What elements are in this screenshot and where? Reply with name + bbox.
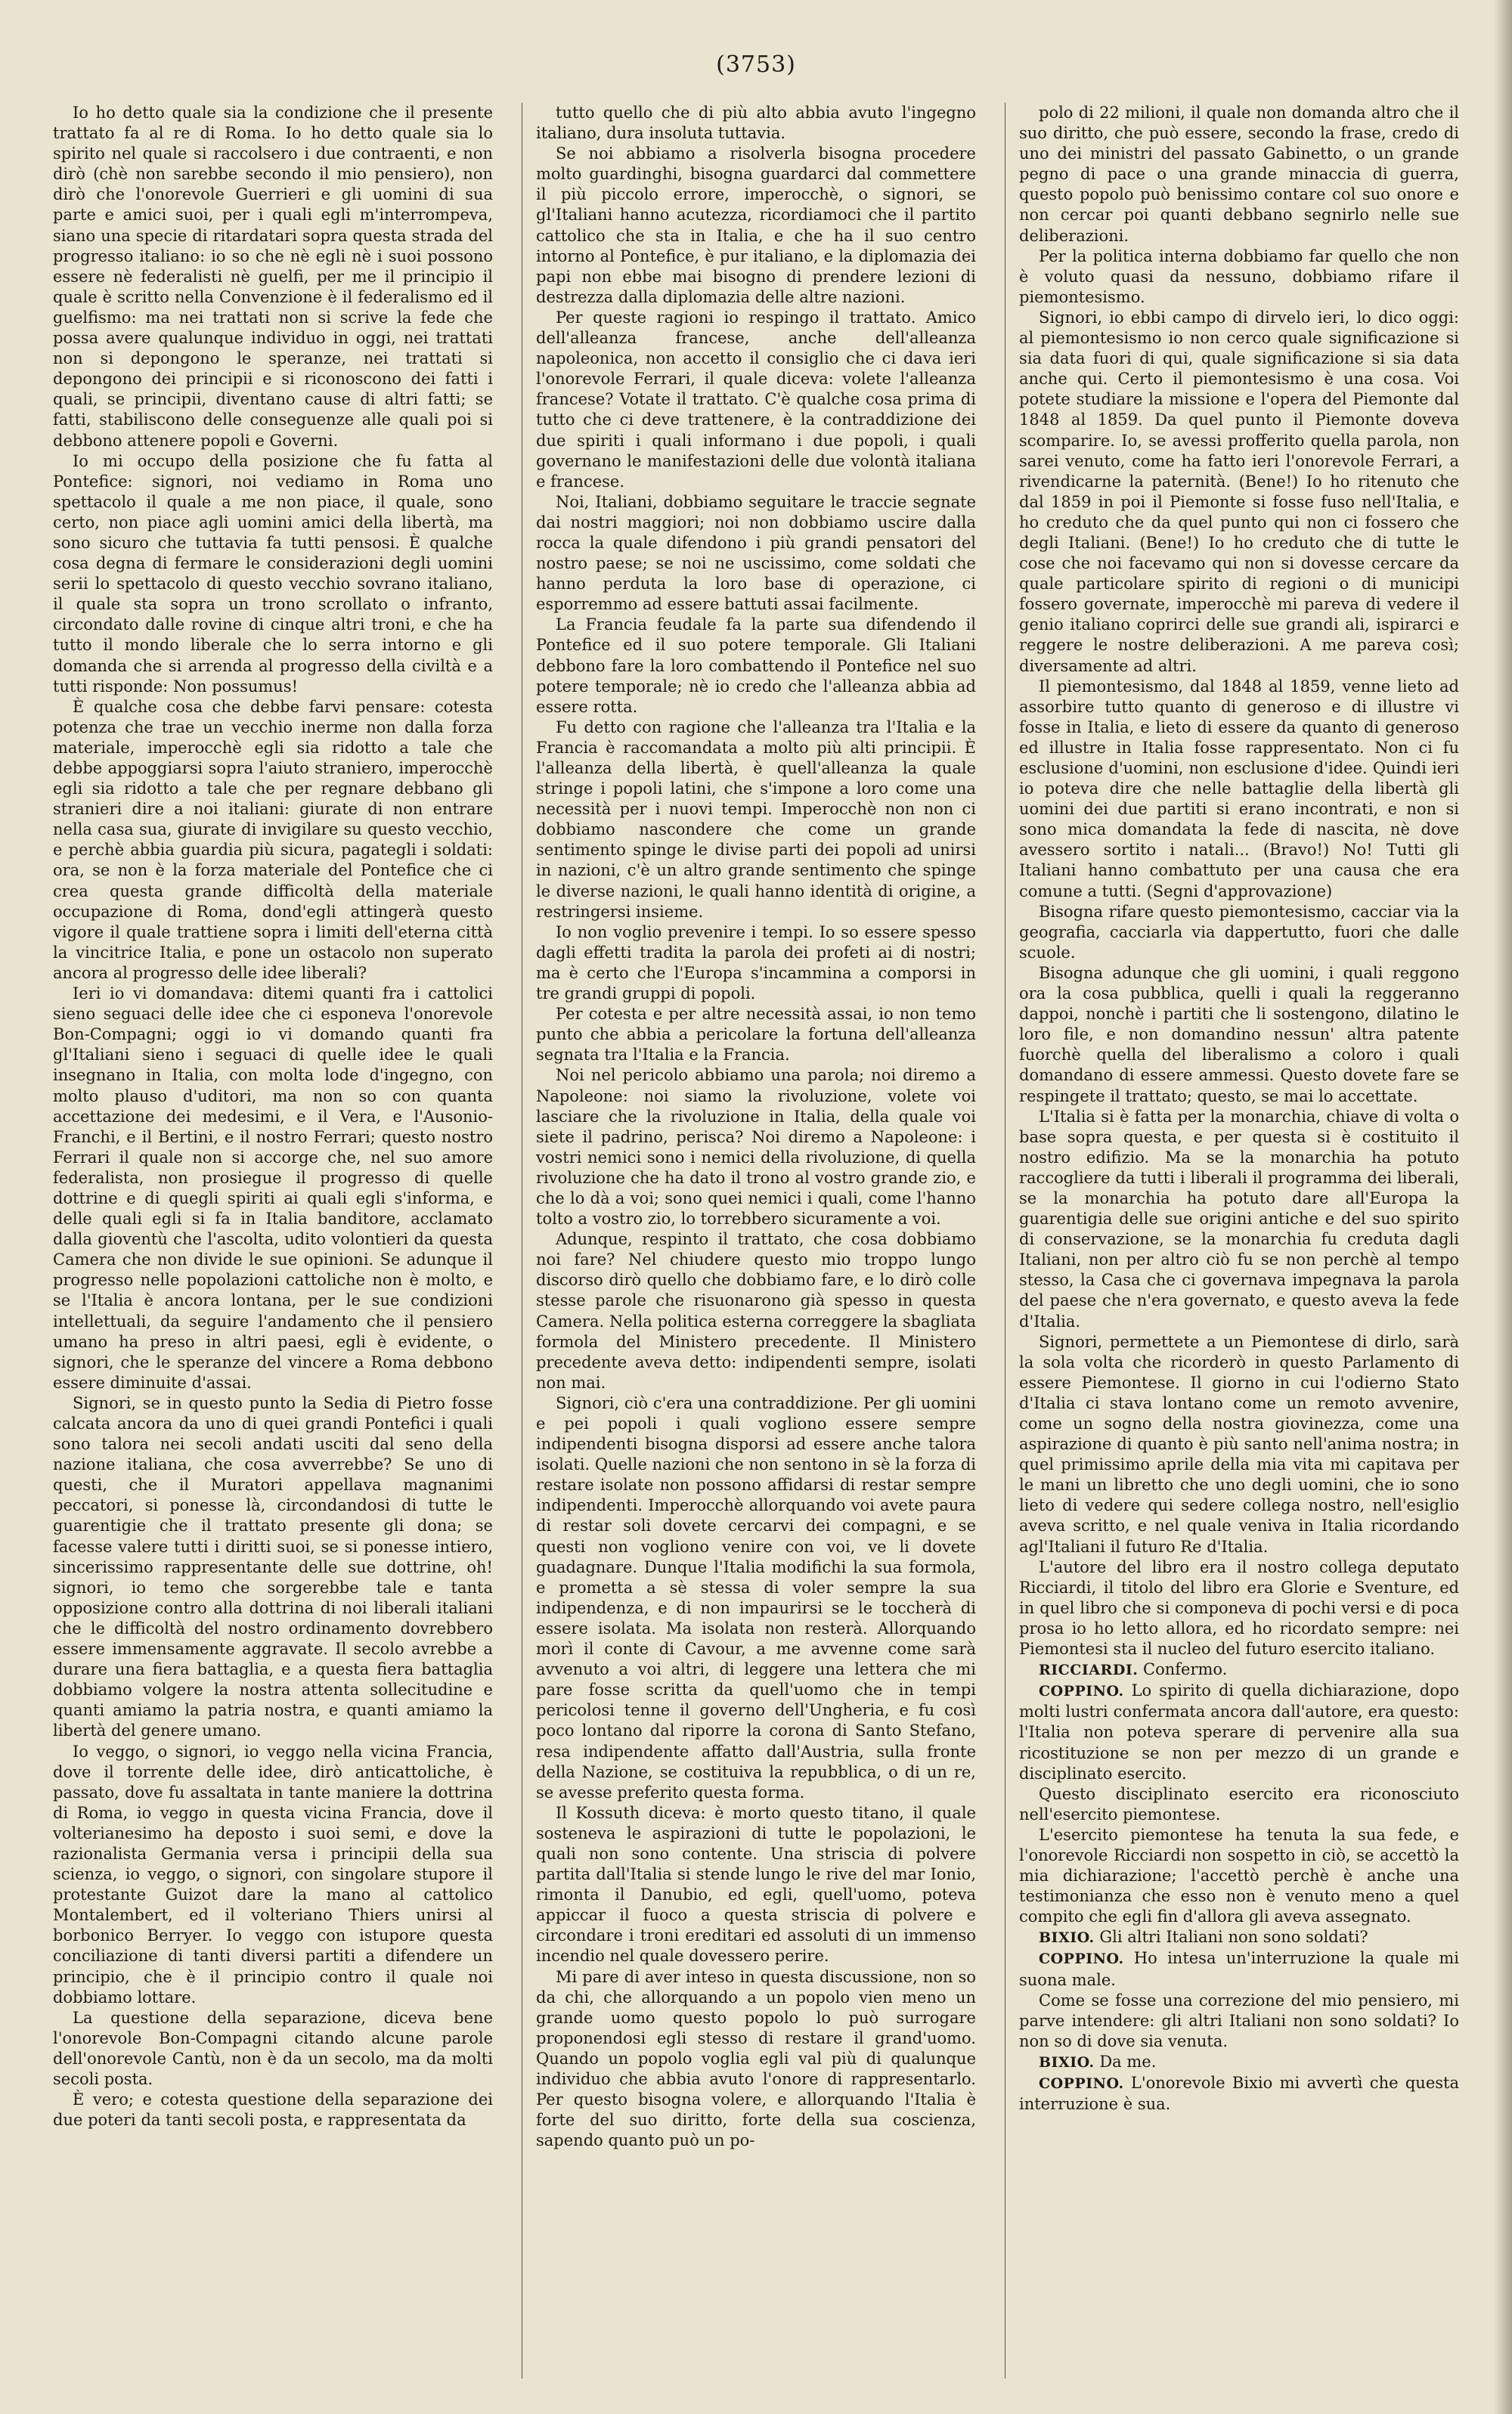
paragraph: Noi, Italiani, dobbiamo seguitare le traccie segnate dai nostri maggiori; noi non dobbiamo uscire dalla rocca la quale difendono i più grandi pensatori del nostro paese; se noi ne uscissimo, come soldati che hanno perduta la loro base di operazione, ci esporremmo ad essere battuti assai facilmente. <box>536 492 976 614</box>
paragraph: Io ho detto quale sia la condizione che il presente trattato fa al re di Roma. Io ho detto quale sia lo spirito nel quale si raccolsero i due contraenti, e non dirò (chè non sarebbe secondo il mio pensiero), non dirò che l'onorevole Guerrieri e gli uomini di sua parte e amici suoi, per i quali egli m'interrompeva, siano una specie di ritardatari sopra questa strada del progresso italiano: io so che nè egli nè i suoi possono essere nè federalisti nè guelfi, per me il principio il quale è scritto nella Convenzione è il federalismo ed il guelfismo: ma nei trattati non si scrive la fede che possa avere qualunque individuo in oggi, nei trattati non si depongono le speranze, nei trattati si depongono dei principii e si riconoscono dei fatti i quali, se principii, diventano cause di altri fatti; se fatti, stabiliscono delle conseguenze alle quali poi si debbono attenere popoli e Governi. <box>53 104 493 450</box>
speech-text: Confermo. <box>1143 1660 1228 1679</box>
paragraph: tutto quello che di più alto abbia avuto l'ingegno italiano, dura insoluta tuttavia. <box>536 104 976 143</box>
speaker-name: BIXIO. <box>1039 2053 1095 2071</box>
speech-text: Da me. <box>1099 2052 1157 2071</box>
paragraph: Io mi occupo della posizione che fu fatta al Pontefice: signori, noi vediamo in Roma uno spettacolo il quale a me non piace, il quale, sono certo, non piace agli uomini amici della libertà, ma sono sicuro che tuttavia fa tutti pensosi. È qualche cosa degna di fermare le considerazioni degli uomini serii lo spettacolo di questo vecchio sovrano italiano, il quale sta sopra un trono scrollato o infranto, circondato dalle rovine di cinque altri troni, e che ha tutto il mondo liberale che lo serra intorno e gli domanda che si arrenda al progresso della civiltà e a tutti risponde: Non possumus! <box>53 451 493 696</box>
paragraph: Il Kossuth diceva: è morto questo titano, il quale sosteneva le aspirazioni di tutte le popolazioni, le quali non sono contente. Una striscia di polvere partita dall'Italia si stende lungo le rive del mar Ionio, rimonta il Danubio, ed egli, quell'uomo, poteva appiccar il fuoco a questa striscia di polvere e circondare i troni ereditari ed assoluti di un immenso incendio nel quale dovessero perire. <box>536 1803 976 1966</box>
speech-text: Come se fosse una correzione del mio pensiero, mi parve intendere: gli altri Italiani non sono soldati? Io non so di dove sia venuta. <box>1019 1991 1459 2050</box>
dialogue-line <box>1019 1681 1459 1783</box>
paragraph: È vero; e cotesta questione della separazione dei due poteri da tanti secoli posta, e rappresentata da <box>53 2090 493 2130</box>
paragraph: Per cotesta e per altre necessità assai, io non temo punto che abbia a pericolare la fortuna dell'alleanza segnata tra l'Italia e la Francia. <box>536 1005 976 1064</box>
speaker-name: RICCIARDI. <box>1039 1662 1139 1679</box>
paragraph: Adunque, respinto il trattato, che cosa dobbiamo noi fare? Nel chiudere questo mio troppo lungo discorso dirò quello che dobbiamo fare, e lo dirò colle stesse parole che risuonarono già spesso in questa Camera. Nella politica esterna correggere la sbagliata formola del Ministero precedente. Il Ministero precedente aveva detto: indipendenti sempre, isolati non mai. <box>536 1230 976 1392</box>
paragraph: Ieri io vi domandava: ditemi quanti fra i cattolici sieno seguaci delle idee che ci esponeva l'onorevole Bon-Compagni; oggi io vi domando quanti fra gl'Italiani sieno i seguaci di quelle idee le quali insegnano in Italia, con molta lode d'ingegno, con molto plauso d'uditori, ma non so con quanta accettazione dei medesimi, e il Vera, e l'Ausonio-Franchi, e il Bertini, e il nostro Ferrari; questo nostro Ferrari il quale non si accorge che, nel suo amore federalista, non prosiegue il progresso di quelle dottrine e di quegli spiriti ai quali egli s'informa, e delle quali egli si fa in Italia banditore, acclamato dalla gioventù che l'ascolta, udito volontieri da questa Camera che non divide le sue opinioni. Se adunque il progresso nelle popolazioni cattoliche non è molto, e se l'Italia è ancora lontana, per le sue condizioni intellettuali, da seguire l'andamento che il pensiero umano ha preso in altri paesi, egli è evidente, o signori, che le speranze del vincere a Roma debbono essere diminuite d'assai. <box>53 984 493 1392</box>
paragraph: La questione della separazione, diceva bene l'onorevole Bon-Compagni citando alcune parole dell'onorevole Cantù, non è da un secolo, ma da molti secoli posta. <box>53 2008 493 2088</box>
paragraph: L'Italia si è fatta per la monarchia, chiave di volta o base sopra questa, e per questa si è costituito il nostro edifizio. Ma se la monarchia ha potuto raccogliere da tutti i liberali il programma dei liberali, se la monarchia ha potuto dare all'Europa la guarentigia delle sue origini antiche e del suo spirito di conservazione, se la monarchia fu creduta dagli Italiani, non per altro ciò fu se non perchè al tempo stesso, la Casa che ci governava impegnava la parola del paese che n'era governato, e questo aveva la fede d'Italia. <box>1019 1107 1459 1331</box>
speaker-name: BIXIO. <box>1039 1929 1095 1947</box>
dialogue-line <box>1019 1991 1459 2052</box>
speaker-name: COPPINO. <box>1039 1683 1124 1700</box>
speaker-name: COPPINO. <box>1039 1951 1124 1968</box>
paragraph: Noi nel pericolo abbiamo una parola; noi diremo a Napoleone: noi siamo la rivoluzione, volete voi lasciare che la rivoluzione in Italia, della quale voi siete il padrino, perisca? Noi diremo a Napoleone: i vostri nemici sono i nemici della rivoluzione, di quella rivoluzione che ha dato il trono al vostro grande zio, e che lo dà a voi; sono quei nemici i quali, come l'hanno tolto a vostro zio, lo torrebbero sicuramente a voi. <box>536 1066 976 1229</box>
paragraph: È qualche cosa che debbe farvi pensare: cotesta potenza che trae un vecchio inerme non dalla forza materiale, imperocchè egli sia ridotto a tale che debbe appoggiarsi sopra l'aiuto straniero, imperocchè egli sia ridotto a tale che per regnare debbano gli stranieri dire a noi italiani: giurate di non entrare nella casa sua, giurate di invigilare su questo vecchio, e perchè abbia guardia più sicura, pagategli i soldati: ora, se non è la forza materiale del Pontefice che ci crea questa grande difficoltà della materiale occupazione di Roma, dond'egli attingerà questo vigore il quale trattiene sopra i limiti dell'eterna città la vincitrice Italia, e pone un ostacolo non superato ancora al progresso delle idee liberali? <box>53 697 493 982</box>
page-edge-shadow <box>1494 0 1512 2414</box>
paragraph: La Francia feudale fa la parte sua difendendo il Pontefice ed il suo potere temporale. Gli Italiani debbono fare la loro combattendo il Pontefice nel suo potere temporale; nè io credo che l'alleanza abbia ad essere rotta. <box>536 615 976 716</box>
paragraph: Io veggo, o signori, io veggo nella vicina Francia, dove il torrente delle idee, dirò anticattoliche, è passato, dove fu assaltata in tante maniere la dottrina di Roma, io veggo in questa vicina Francia, dove il volterianesimo ha deposto i suoi semi, e dove la razionalista Germania versa i principii della sua scienza, io veggo, o signori, con singolare stupore il protestante Guizot dare la mano al cattolico Montalembert, ed il volteriano Thiers unirsi al borbonico Berryer. Io veggo con istupore questa conciliazione di tanti diversi partiti a difendere un principio, che è il principio contro il quale noi dobbiamo lottare. <box>53 1742 493 2007</box>
page-number: (3753) <box>716 51 796 78</box>
paragraph: Bisogna rifare questo piemontesismo, cacciar via la geografia, cacciarla via dappertutto, fuori che dalle scuole. <box>1019 902 1459 962</box>
paragraph: Signori, se in questo punto la Sedia di Pietro fosse calcata ancora da uno di quei grandi Pontefici i quali sono talora nei secoli andati usciti dal seno della nazione italiana, che cosa avverrebbe? Se uno di questi, che il Muratori appellava magnanimi peccatori, si ponesse là, circondandosi di tutte le guarentigie che il trattato presente gli dona; se facesse valere tutti i diritti suoi, se si ponesse intiero, sincerissimo rappresentante delle sue dottrine, oh! signori, io temo che sorgerebbe tale e tanta opposizione contro alla dottrina di noi liberali italiani che le difficoltà del nostro ordinamento dovrebbero essere immensamente aggravate. Il secolo avrebbe a durare una fiera battaglia, e a questa fiera battaglia dobbiamo volgere la nostra attenta sollecitudine e quanti amiamo la patria nostra, e quanti amiamo la libertà del genere umano. <box>53 1393 493 1740</box>
speaker-name: COPPINO. <box>1039 2075 1124 2092</box>
speech-text: Lo spirito di quella dichiarazione, dopo molti lustri confermata ancora dall'autore, era questo: l'Italia non poteva sperare di pervenire alla sua ricostituzione se non per mezzo di un grande e disciplinato esercito. <box>1019 1681 1459 1783</box>
paragraph: Il piemontesismo, dal 1848 al 1859, venne lieto ad assorbire tutto quanto di generoso e di illustre vi fosse in Italia, e lieto di essere da quanto di generoso ed illustre in Italia fosse rappresentato. Non ci fu esclusione d'uomini, non esclusione d'idee. Quindi ieri io poteva dire che nelle battaglie della libertà gli uomini dei due partiti si erano incontrati, e non si sono mica domandata la fede di nascita, nè dove avessero sortito i natali... (Bravo!) No! Tutti gli Italiani hanno combattuto per una causa che era comune a tutti. (Segni d'approvazione) <box>1019 677 1459 900</box>
speech-text: L'onorevole Bixio mi avvertì che questa interruzione è sua. <box>1019 2074 1459 2114</box>
text-columns <box>53 103 1459 2378</box>
paragraph: Per la politica interna dobbiamo far quello che non è voluto quasi da nessuno, dobbiamo rifare il piemontesismo. <box>1019 246 1459 306</box>
column-3 <box>1005 103 1459 2378</box>
paragraph: Signori, io ebbi campo di dirvelo ieri, lo dico oggi: al piemontesismo io non cerco quale significazione si sia data fuori di qui, quale significazione si sia data anche qui. Certo il piemontesismo è una cosa. Voi potete studiare la missione e l'opera del Piemonte dal 1848 al 1859. Da quel punto il Piemonte doveva scomparire. Io, se avessi profferito quella parola, non sarei venuto, come ha fatto ieri l'onorevole Ferrari, a rivendicarne la paternità. (Bene!) Io ho ritenuto che dal 1859 in poi il Piemonte si fosse fuso nell'Italia, e ho creduto che da quel punto qui non ci fossero che degli Italiani. (Bene!) Io ho creduto che di tutte le cose che noi facevamo qui non si dovesse cercare da quale particolare spirito di regioni o di municipi fossero governate, imperocchè mi pareva di vedere il genio italiano coprirci delle sue grandi ali, ispirarci e reggere le nostre deliberazioni. A me pareva così; diversamente ad altri. <box>1019 308 1459 675</box>
dialogue-line <box>1019 1948 1459 1990</box>
speech-text: Ho intesa un'interruzione la quale mi suona male. <box>1019 1949 1459 1989</box>
column-2 <box>522 103 976 2378</box>
paragraph: Fu detto con ragione che l'alleanza tra l'Italia e la Francia è raccomandata a molto più alti principii. È l'alleanza della libertà, è quell'alleanza la quale stringe i popoli latini, che s'impone a loro come una necessità per i nuovi tempi. Imperocchè non non ci dobbiamo nascondere che come un grande sentimento spinge le divise parti dei popoli ad unirsi in nazioni, c'è un altro grande sentimento che spinge le diverse nazioni, le quali hanno identità di origine, a restringersi insieme. <box>536 717 976 921</box>
speech-text: L'esercito piemontese ha tenuta la sua fede, e l'onorevole Ricciardi non sospetto in ciò, se accettò la mia dichiarazione; l'accettò perchè è anche una testimonianza che esso non è venuto meno a quel compito che egli fin d'allora gli aveva assegnato. <box>1019 1825 1459 1926</box>
speech-text: Gli altri Italiani non sono soldati? <box>1099 1928 1368 1947</box>
paragraph: Io non voglio prevenire i tempi. Io so essere spesso dagli effetti tradita la parola dei profeti ai di nostri; ma è certo che l'Europa s'incammina a comporsi in tre grandi gruppi di popoli. <box>536 922 976 1003</box>
dialogue-line <box>1019 1825 1459 1927</box>
dialogue-line <box>1019 2073 1459 2115</box>
paragraph: Per queste ragioni io respingo il trattato. Amico dell'alleanza francese, anche dell'alleanza napoleonica, non accetto il consiglio che ci dava ieri l'onorevole Ferrari, il quale diceva: volete l'alleanza francese? Votate il trattato. C'è qualche cosa prima di tutto che ci deve trattenere, è la contraddizione dei due spiriti i quali informano i due popoli, i quali governano le manifestazioni delle due volontà italiana e francese. <box>536 308 976 491</box>
paragraph: L'autore del libro era il nostro collega deputato Ricciardi, il titolo del libro era Glorie e Sventure, ed in quel libro che si componeva di pochi versi e di poca prosa io ho letto allora, ed ho ricordato sempre: nei Piemontesi sta il nucleo del futuro esercito italiano. <box>1019 1557 1459 1659</box>
dialogue-line <box>1019 1784 1459 1825</box>
paragraph: Mi pare di aver inteso in questa discussione, non so da chi, che allorquando a un popolo vien meno un grande uomo questo popolo lo può surrogare proponendosi egli stesso di restare il grand'uomo. Quando un popolo voglia egli val più di qualunque individuo che abbia avuto l'onore di rappresentarlo. Per questo bisogna volere, e allorquando l'Italia è forte del suo diritto, forte della sua coscienza, sapendo quanto può un po- <box>536 1967 976 2150</box>
paragraph: Signori, permettete a un Piemontese di dirlo, sarà la sola volta che ricorderò in questo Parlamento di essere Piemontese. Il giorno in cui l'odierno Stato d'Italia ci stava lontano come un remoto avvenire, come un sogno della nostra giovinezza, come una aspirazione di quanto è più santo nell'anima nostra; in quel primissimo aprile della mia vita mi capitava per le mani un libretto che uno degli uomini, che io sono lieto di vedere qui sedere collega nostro, nell'esiglio aveva scritto, e nel quale veniva in Italia ricordando agl'Italiani il futuro Re d'Italia. <box>1019 1332 1459 1556</box>
dialogue-line <box>1019 1927 1459 1948</box>
column-1 <box>53 103 493 2378</box>
dialogue-line <box>1019 2052 1459 2073</box>
paragraph: Bisogna adunque che gli uomini, i quali reggono ora la cosa pubblica, quelli i quali la reggeranno dappoi, nonchè i partiti che li sostengono, dilatino le loro file, e non domandino nessun' altra patente fuorchè quella del liberalismo a coloro i quali domandano di essere ammessi. Questo dovete fare se respingete il trattato; questo, se mai lo accettate. <box>1019 963 1459 1105</box>
speech-text: Questo disciplinato esercito era riconosciuto nell'esercito piemontese. <box>1019 1784 1459 1824</box>
paragraph: Signori, ciò c'era una contraddizione. Per gli uomini e pei popoli i quali vogliono essere sempre indipendenti bisogna disporsi ad essere anche talora isolati. Quelle nazioni che non sentono in sè la forza di restare isolate non possono affidarsi di restar sempre indipendenti. Imperocchè allorquando voi avete paura di restar soli dovete cercarvi dei compagni, e se questi non vogliono venire con voi, ve li dovete guadagnare. Dunque l'Italia modifichi la sua formola, e prometta a sè stessa di voler sempre la sua indipendenza, e di non impaurirsi se le toccherà di essere isolata. Ma isolata non resterà. Allorquando morì il conte di Cavour, a me avvenne come sarà avvenuto a voi altri, di leggere una lettera che mi pare fosse scritta da quell'uomo che in tempi pericolosi tenne il governo dell'Ungheria, e fu così poco lontano dal riporre la corona di Santo Stefano, resa indipendente affatto dall'Austria, sulla fronte della Nazione, se costituiva la repubblica, o di un re, se avesse preferito questa forma. <box>536 1393 976 1802</box>
paragraph: polo di 22 milioni, il quale non domanda altro che il suo diritto, che può essere, secondo la frase, credo di uno dei ministri del passato Gabinetto, o un grande pegno di pace o una grande minaccia di guerra, questo popolo può benissimo contare col suo onore e non cercar poi quanti debbano segnirlo nelle sue deliberazioni. <box>1019 104 1459 245</box>
paragraph: Se noi abbiamo a risolverla bisogna procedere molto guardinghi, bisogna guardarci dal commettere il più piccolo errore, imperocchè, o signori, se gl'Italiani hanno acutezza, ricordiamoci che il partito cattolico che sta in Italia, e che ha il suo centro intorno al Pontefice, è pur italiano, e la diplomazia dei papi non ebbe mai bisogno di prendere lezioni di destrezza dalla diplomazia delle altre nazioni. <box>536 144 976 306</box>
dialogue-line <box>1019 1659 1459 1681</box>
